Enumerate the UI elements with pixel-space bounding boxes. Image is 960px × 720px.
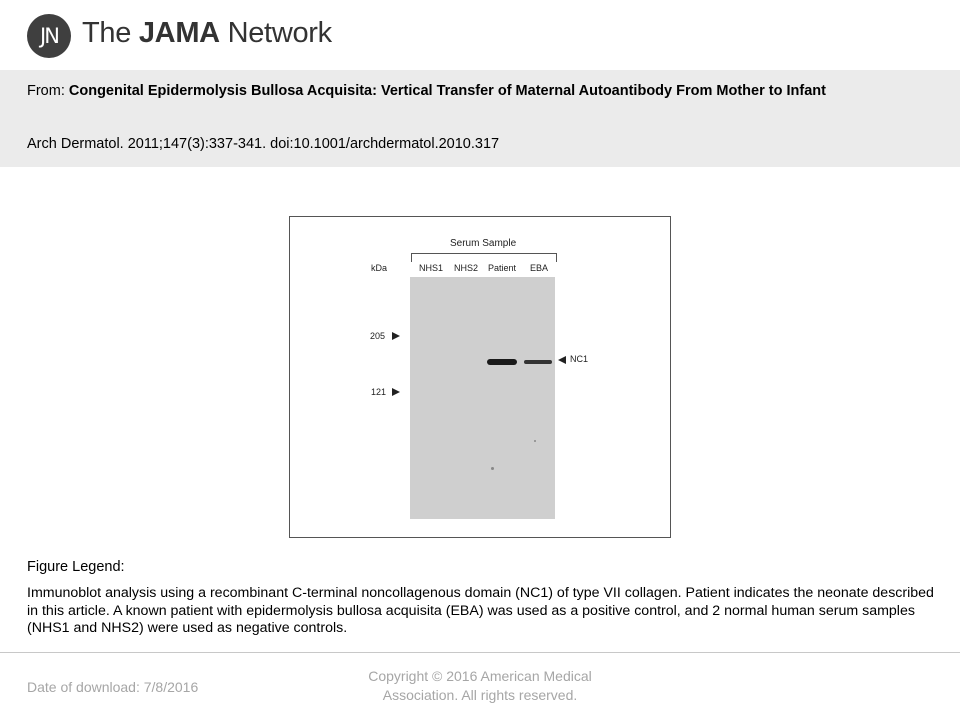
blot-membrane bbox=[410, 277, 555, 519]
header bbox=[0, 0, 960, 70]
membrane-speck bbox=[491, 467, 494, 470]
lane-label: NHS1 bbox=[419, 263, 444, 273]
marker-arrow-icon bbox=[392, 332, 400, 340]
article-reference: Arch Dermatol. 2011;147(3):337-341. doi:10.1001/archdermatol.2010.317 bbox=[27, 136, 500, 152]
brand-name bbox=[82, 17, 332, 50]
brand-jama: JAMA bbox=[138, 17, 220, 49]
lane-label: EBA bbox=[530, 263, 549, 273]
marker-label: 205 bbox=[370, 331, 386, 341]
download-date: Date of download: 7/8/2016 bbox=[27, 679, 199, 695]
figure-group-title: Serum Sample bbox=[450, 238, 517, 249]
jama-network-logo-icon: JN bbox=[27, 14, 71, 58]
marker-label: 121 bbox=[371, 387, 387, 397]
lane-bracket bbox=[411, 253, 557, 262]
lane-label: Patient bbox=[488, 263, 517, 273]
brand-network: Network bbox=[219, 17, 332, 49]
article-title[interactable]: Congenital Epidermolysis Bullosa Acquisita: Vertical Transfer of Maternal Autoantibody From Mother to Infant bbox=[68, 83, 826, 99]
eba-nc1-band bbox=[524, 360, 552, 364]
copyright-notice: Copyright © 2016 American Medical Association. All rights reserved. bbox=[368, 668, 592, 703]
figure-legend-heading: Figure Legend: bbox=[27, 559, 125, 575]
band-label: NC1 bbox=[570, 354, 589, 364]
figure-legend-text: Immunoblot analysis using a recombinant C-terminal noncollagenous domain (NC1) of type VII collagen. Patient indicates the neonate described in this article. A known patient with epidermolysis bullosa acquisita (EBA) was used as a positive control, and 2 normal human serum samples (NHS1 and NHS2) were used as negative controls. bbox=[27, 585, 934, 636]
lane-label: NHS2 bbox=[454, 263, 479, 273]
kda-label: kDa bbox=[371, 263, 388, 273]
brand-the: The bbox=[82, 17, 139, 49]
from-label: From: bbox=[27, 83, 69, 99]
band-arrow-icon bbox=[558, 356, 566, 364]
from-line bbox=[27, 81, 938, 101]
membrane-speck bbox=[534, 440, 536, 442]
citation-panel bbox=[0, 70, 960, 167]
patient-nc1-band bbox=[487, 359, 517, 365]
marker-arrow-icon bbox=[392, 388, 400, 396]
immunoblot-figure bbox=[289, 216, 671, 538]
footer-divider bbox=[0, 652, 960, 653]
